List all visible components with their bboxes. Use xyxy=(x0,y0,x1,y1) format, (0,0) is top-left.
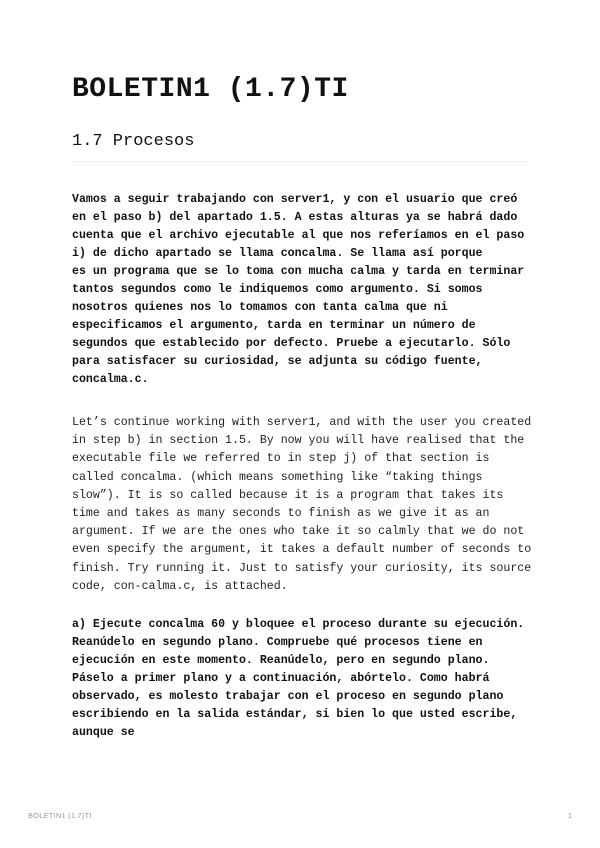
paragraph-english-intro: Let’s continue working with server1, and with the user you created in step b) in section 1.5. By now you will have realised that the executable file we referred to in step j) of that section is called concalma. (which means something like “taking things slow”). It is so called because it is a program that takes its time and takes as many seconds to finish as we give it as an argument. If we are the ones who take it so calmly that we do not even specify the argument, it takes a default number of seconds to finish. Try running it. Just to satisfy your curiosity, its source code, con-calma.c, is attached. xyxy=(72,416,532,593)
paragraph-spanish-task-a: a) Ejecute concalma 60 y bloquee el proceso durante su ejecución. Reanúdelo en segundo plano. Compruebe qué procesos tiene en ejecución en este momento. Reanúdelo, pero en segundo plano. Páselo a primer plano y a continuación, abórtelo. Como habrá observado, es molesto trabajar con el proceso en segundo plano escribiendo en la salida estándar, si bien lo que usted escribe, aunque se xyxy=(72,618,525,739)
footer-document-name: BOLETIN1 (1.7)TI xyxy=(28,811,92,820)
footer-page-number: 1 xyxy=(567,811,572,820)
paragraph-spanish-intro-part1: Vamos a seguir trabajando con server1, y con el usuario que creó en el paso b) del apartado 1.5. A estas alturas ya se habrá dado cuenta que el archivo ejecutable al que nos referíamos en el paso i) de dicho apartado se llama concalma. Se llama así porque xyxy=(72,193,525,260)
paragraph-spanish-intro-part2: es un programa que se lo toma con mucha calma y tarda en terminar tantos segundos como le indiquemos como argumento. Si somos nosotros quienes nos lo tomamos con tanta calma que ni especificamos el argumento, tarda en terminar un número de segundos que establecido por defecto. Pruebe a ejecutarlo. Sólo para satisfacer su curiosidad, se adjunta su código fuente, concalma.c. xyxy=(72,265,525,386)
document-title: BOLETIN1 (1.7)TI xyxy=(72,74,349,105)
section-heading: 1.7 Procesos xyxy=(72,131,528,162)
paragraph-spanish-intro xyxy=(72,191,532,389)
